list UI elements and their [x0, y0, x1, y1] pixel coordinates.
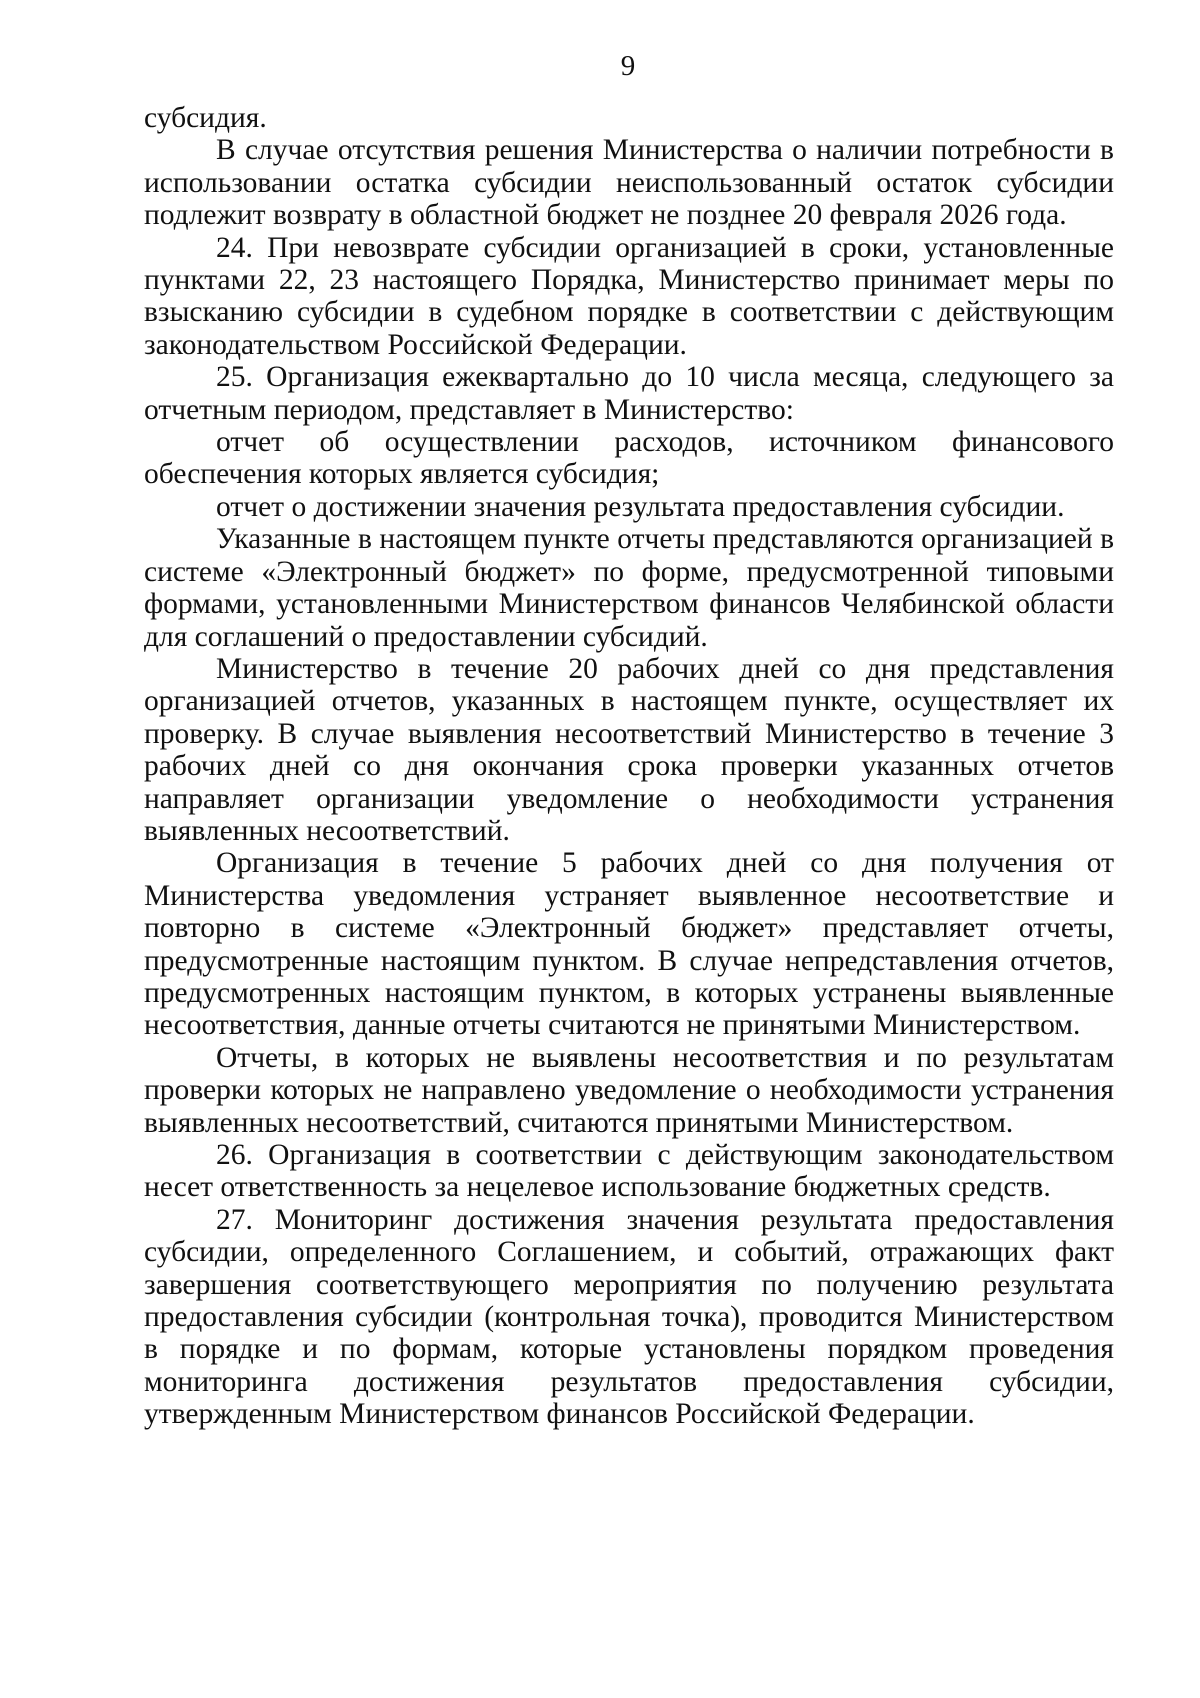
- clause-25: 25. Организация ежеквартально до 10 числа месяца, следующего за отчетным периодом, представляет в Министерство:: [144, 361, 1114, 426]
- clause-26: 26. Организация в соответствии с действующим законодательством несет ответственность за нецелевое использование бюджетных средств.: [144, 1139, 1114, 1204]
- clause-24: 24. При невозврате субсидии организацией в сроки, установленные пунктами 22, 23 настоящего Порядка, Министерство принимает меры по взысканию субсидии в судебном порядке в соответствии с действующим законодательством Российской Федерации.: [144, 231, 1114, 361]
- paragraph: Указанные в настоящем пункте отчеты представляются организацией в системе «Электронный бюджет» по форме, предусмотренной типовыми формами, установленными Министерством финансов Челябинской области для соглашений о предоставлении субсидий.: [144, 523, 1114, 653]
- paragraph: Отчеты, в которых не выявлены несоответствия и по результатам проверки которых не направлено уведомление о необходимости устранения выявленных несоответствий, считаются принятыми Министерством.: [144, 1041, 1114, 1139]
- paragraph: Министерство в течение 20 рабочих дней со дня представления организацией отчетов, указанных в настоящем пункте, осуществляет их проверку. В случае выявления несоответствий Министерство в течение 3 рабочих дней со дня окончания срока проверки указанных отчетов направляет организации уведомление о необходимости устранения выявленных несоответствий.: [144, 652, 1114, 847]
- clause-27: 27. Мониторинг достижения значения результата предоставления субсидии, определенного Соглашением, и событий, отражающих факт завершения соответствующего мероприятия по получению результата предоставления субсидии (контрольная точка), проводится Министерством в порядке и по формам, которые установлены порядком проведения мониторинга достижения результатов предоставления субсидии, утвержденным Министерством финансов Российской Федерации.: [144, 1203, 1114, 1431]
- page-number: 9: [620, 50, 636, 82]
- paragraph: Организация в течение 5 рабочих дней со дня получения от Министерства уведомления устраняет выявленное несоответствие и повторно в системе «Электронный бюджет» представляет отчеты, предусмотренные настоящим пунктом. В случае непредставления отчетов, предусмотренных настоящим пунктом, в которых устранены выявленные несоответствия, данные отчеты считаются не принятыми Министерством.: [144, 847, 1114, 1042]
- document-body: [144, 102, 1114, 1431]
- paragraph: В случае отсутствия решения Министерства о наличии потребности в использовании остатка субсидии неиспользованный остаток субсидии подлежит возврату в областной бюджет не позднее 20 февраля 2026 года.: [144, 134, 1114, 232]
- paragraph: отчет о достижении значения результата предоставления субсидии.: [216, 490, 1065, 523]
- paragraph-continuation: субсидия.: [144, 102, 267, 134]
- paragraph: отчет об осуществлении расходов, источником финансового обеспечения которых является субсидия;: [144, 426, 1114, 491]
